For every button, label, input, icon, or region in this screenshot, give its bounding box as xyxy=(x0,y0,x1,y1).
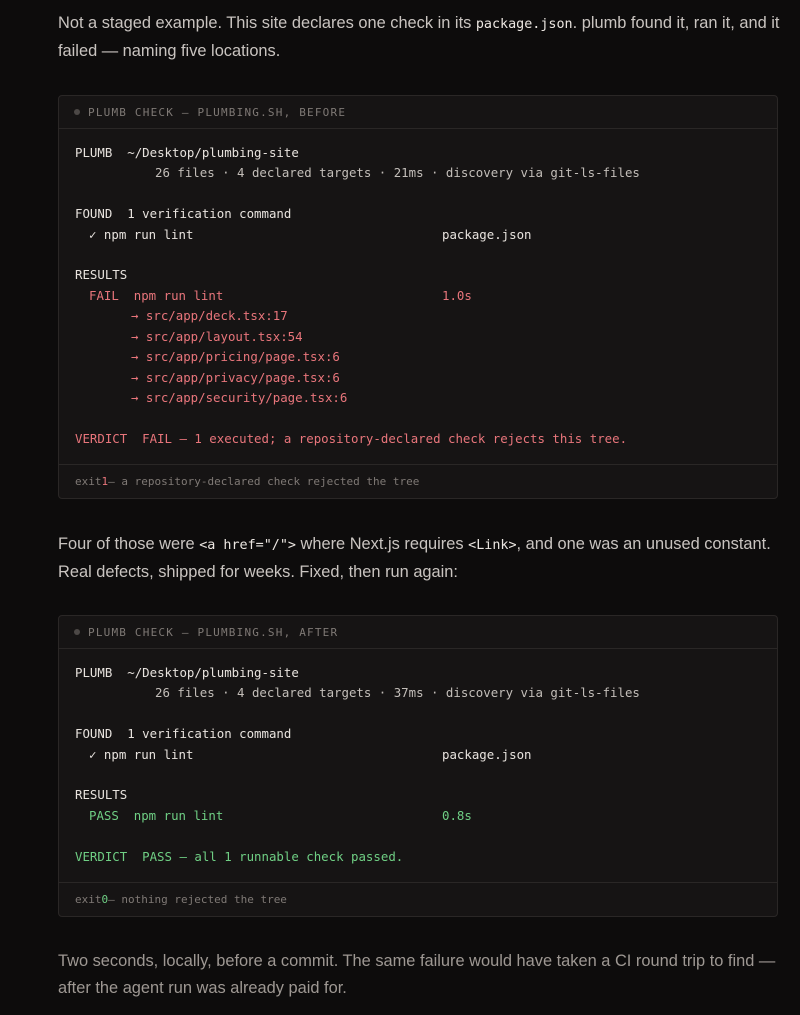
intro-text-2: . plumb found it, ran it, and it failed — naming five locations. xyxy=(58,14,780,60)
command-source: package.json xyxy=(442,227,532,242)
command-name: ✓ npm run lint xyxy=(89,747,194,762)
plumb-path: ~/Desktop/plumbing-site xyxy=(127,665,299,680)
plumb-label: PLUMB xyxy=(75,145,113,160)
status-pass-badge: PASS xyxy=(89,808,119,823)
exit-prefix: exit xyxy=(75,893,102,906)
exit-prefix: exit xyxy=(75,475,102,488)
intro-code-package-json: package.json xyxy=(475,17,573,32)
failure-location: → src/app/deck.tsx:17 xyxy=(131,308,288,323)
verdict-text: PASS — all 1 runnable check passed. xyxy=(142,849,404,864)
found-text: 1 verification command xyxy=(127,726,292,741)
terminal-before-title: PLUMB CHECK — PLUMBING.SH, BEFORE xyxy=(88,105,347,119)
found-line xyxy=(75,204,291,224)
terminal-after xyxy=(58,615,778,917)
middle-text-2: where Next.js requires xyxy=(295,535,469,553)
found-label: FOUND xyxy=(75,206,113,221)
command-line xyxy=(89,225,749,245)
outro-paragraph: Two seconds, locally, before a commit. The same failure would have taken a CI round trip to find — after the agent run was already paid for. xyxy=(58,952,776,997)
middle-code-anchor: <a href="/"> xyxy=(199,538,296,553)
status-fail-badge: FAIL xyxy=(89,288,119,303)
found-text: 1 verification command xyxy=(127,206,292,221)
result-row xyxy=(89,806,749,826)
found-line xyxy=(75,724,291,744)
plumb-label: PLUMB xyxy=(75,665,113,680)
terminal-dot-icon xyxy=(74,109,80,115)
exit-code: 1 xyxy=(101,475,109,488)
terminal-dot-icon xyxy=(74,629,80,635)
plumb-line xyxy=(75,663,299,683)
failure-location: → src/app/security/page.tsx:6 xyxy=(131,390,348,405)
failure-location: → src/app/layout.tsx:54 xyxy=(131,329,303,344)
terminal-after-header xyxy=(59,616,777,649)
failure-location: → src/app/pricing/page.tsx:6 xyxy=(131,349,340,364)
result-duration: 0.8s xyxy=(442,808,472,823)
results-label: RESULTS xyxy=(75,787,128,802)
intro-text-1: Not a staged example. This site declares one check in its xyxy=(58,14,476,32)
exit-text: — a repository-declared check rejected the tree xyxy=(108,475,420,488)
verdict-text: FAIL — 1 executed; a repository-declared check rejects this tree. xyxy=(142,431,628,446)
verdict-label: VERDICT xyxy=(75,431,128,446)
result-command: npm run lint xyxy=(133,288,224,303)
command-line xyxy=(89,745,749,765)
middle-text-1: Four of those were xyxy=(58,535,200,553)
terminal-after-title: PLUMB CHECK — PLUMBING.SH, AFTER xyxy=(88,625,339,639)
plumb-line xyxy=(75,143,299,163)
terminal-before-header xyxy=(59,96,777,129)
result-row xyxy=(89,286,749,306)
verdict-label: VERDICT xyxy=(75,849,128,864)
failure-location: → src/app/privacy/page.tsx:6 xyxy=(131,370,340,385)
terminal-before-footer xyxy=(59,464,777,498)
middle-code-link: <Link> xyxy=(468,538,517,553)
terminal-after-footer xyxy=(59,882,777,916)
exit-code: 0 xyxy=(101,893,109,906)
exit-text: — nothing rejected the tree xyxy=(108,893,287,906)
middle-paragraph xyxy=(58,531,780,586)
verdict-line xyxy=(75,429,627,449)
result-duration: 1.0s xyxy=(442,288,472,303)
middle-text-3: , and one was an unused constant. Real defects, shipped for weeks. Fixed, then run again: xyxy=(58,535,771,581)
results-label: RESULTS xyxy=(75,267,128,282)
command-name: ✓ npm run lint xyxy=(89,227,194,242)
verdict-line xyxy=(75,847,403,867)
plumb-summary: 26 files · 4 declared targets · 37ms · discovery via git-ls-files xyxy=(155,685,640,700)
intro-paragraph xyxy=(58,10,780,65)
found-label: FOUND xyxy=(75,726,113,741)
plumb-path: ~/Desktop/plumbing-site xyxy=(127,145,299,160)
terminal-before xyxy=(58,95,778,499)
plumb-summary: 26 files · 4 declared targets · 21ms · discovery via git-ls-files xyxy=(155,165,640,180)
result-command: npm run lint xyxy=(133,808,224,823)
command-source: package.json xyxy=(442,747,532,762)
